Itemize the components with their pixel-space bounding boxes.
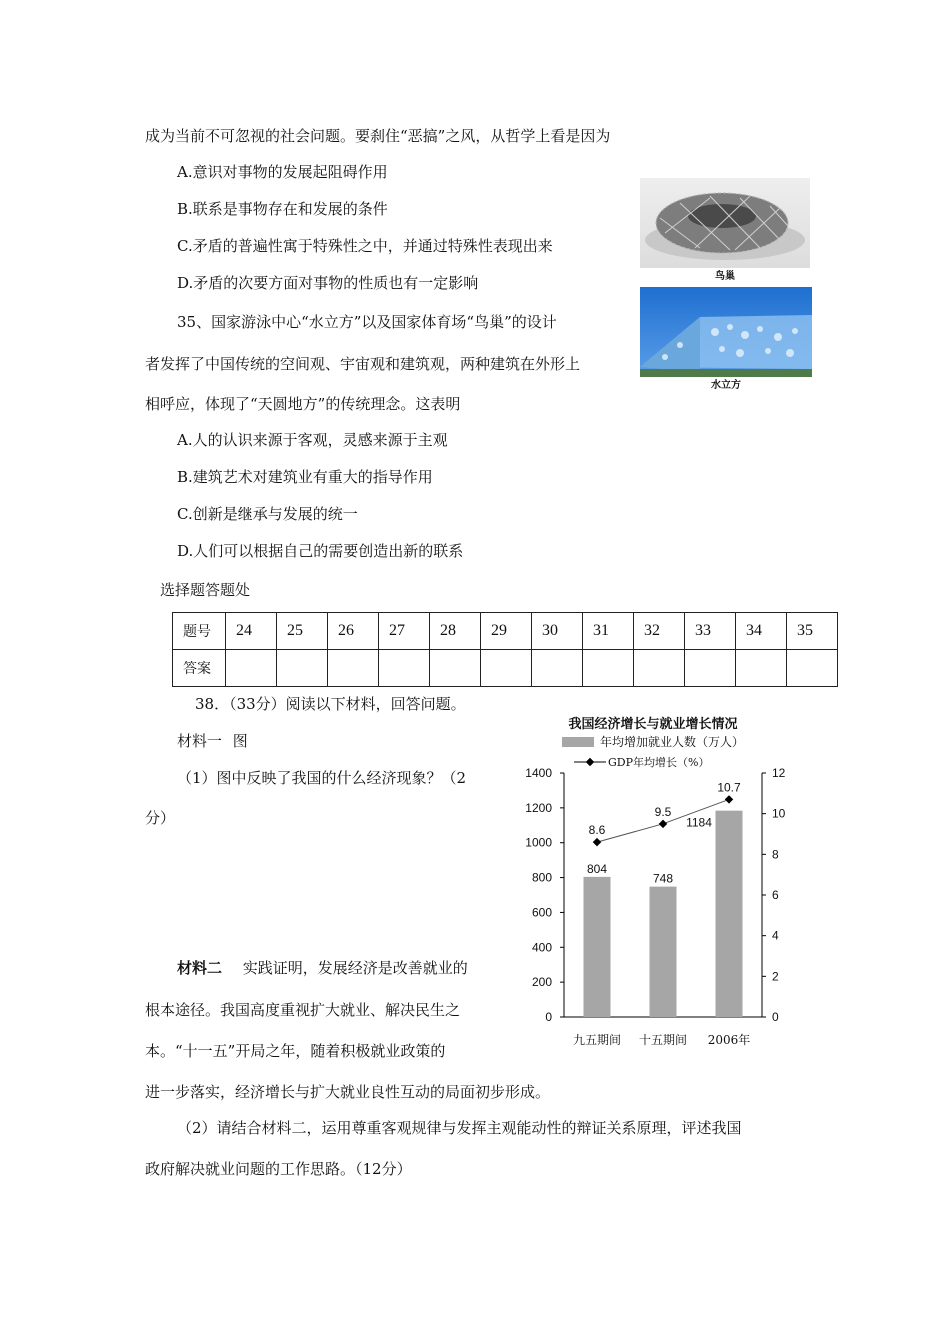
gdp-value-label: 9.5 [654,804,672,819]
bar-value-label: 804 [586,861,608,876]
q34-option-b: B.联系是事物存在和发展的条件 [177,200,388,218]
q34-option-d: D.矛盾的次要方面对事物的性质也有一定影响 [177,274,479,292]
right-axis-tick-label: 2 [772,969,779,984]
answer-cell[interactable] [685,650,736,687]
bar [584,877,611,1017]
material1-line [177,731,248,751]
right-axis-tick-label: 12 [772,766,786,780]
material2-line3: 本。“十一五”开局之年，随着积极就业政策的 [145,1042,446,1060]
left-axis-tick-label: 1200 [525,800,552,815]
chart-title: 我国经济增长与就业增长情况 [568,717,738,732]
question-number-cell: 35 [787,613,838,650]
q38-intro: 38．（33分）阅读以下材料，回答问题。 [195,695,466,713]
gdp-point [593,838,601,846]
answer-cell[interactable] [787,650,838,687]
bird-nest-photo [640,178,810,286]
answer-table-number-row [173,613,838,650]
q35-stem-line2: 者发挥了中国传统的空间观、宇宙观和建筑观，两种建筑在外形上 [145,355,581,373]
q1-line2: 分） [145,809,176,827]
material1-label: 材料一 [177,732,223,750]
q35-option-a: A.人的认识来源于客观，灵感来源于主观 [177,431,448,449]
right-axis-tick-label: 6 [772,888,779,902]
answer-cell[interactable] [634,650,685,687]
question-number-cell: 34 [736,613,787,650]
q34-option-c: C.矛盾的普遍性寓于特殊性之中，并通过特殊性表现出来 [177,237,553,255]
q35-option-d: D.人们可以根据自己的需要创造出新的联系 [177,542,464,560]
q2-line1: （2）请结合材料二，运用尊重客观规律与发挥主观能动性的辩证关系原理，评述我国 [177,1119,742,1137]
question-number-cell: 25 [277,613,328,650]
answer-cell[interactable] [736,650,787,687]
left-axis-tick-label: 800 [531,870,552,885]
answer-cell[interactable] [379,650,430,687]
question-number-cell: 31 [583,613,634,650]
bar-value-label: 748 [652,871,674,886]
q35-stem-line1: 35、国家游泳中心“水立方”以及国家体育场“鸟巢”的设计 [177,313,557,331]
x-category-label: 十五期间 [638,1033,688,1047]
left-axis-tick-label: 400 [531,940,552,955]
question-number-cell: 26 [328,613,379,650]
question-number-cell: 24 [226,613,277,650]
number-header-cell: 题号 [173,613,226,650]
gdp-value-label: 10.7 [717,780,741,795]
q35-option-b: B.建筑艺术对建筑业有重大的指导作用 [177,468,433,486]
material2-line1 [177,958,468,978]
q34-option-a: A.意识对事物的发展起阻碍作用 [177,163,388,181]
left-axis-tick-label: 1000 [525,835,552,850]
answer-table [172,612,838,687]
legend-line-marker [586,758,594,766]
question-number-cell: 29 [481,613,532,650]
bird-nest-caption: 鸟巢 [640,268,810,286]
right-axis-tick-label: 8 [772,847,779,862]
q35-stem-line3: 相呼应，体现了“天圆地方”的传统理念。这表明 [145,395,461,413]
gdp-point [725,795,733,803]
gdp-point [659,820,667,828]
right-axis-tick-label: 4 [772,928,779,943]
answer-cell[interactable] [481,650,532,687]
answer-table-answer-row [173,650,838,687]
chart-plot-area [525,766,785,1047]
bar-value-label: 1184 [686,815,712,830]
right-axis-tick-label: 10 [772,806,786,821]
legend-bar-label: 年均增加就业人数（万人） [600,735,745,749]
answer-header-cell: 答案 [173,650,226,687]
material2-label: 材料二 [177,959,223,977]
q2-line2: 政府解决就业问题的工作思路。（12分） [145,1160,412,1178]
q35-option-c: C.创新是继承与发展的统一 [177,505,358,523]
question-number-cell: 30 [532,613,583,650]
x-category-label: 2006年 [707,1033,751,1047]
material2-line4: 进一步落实，经济增长与扩大就业良性互动的局面初步形成。 [145,1083,551,1101]
answer-cell[interactable] [226,650,277,687]
q34-stem-tail: 成为当前不可忽视的社会问题。要刹住“恶搞”之风，从哲学上看是因为 [145,127,611,145]
bar [716,811,743,1017]
water-cube-caption: 水立方 [640,377,812,395]
material1-text: 图 [232,732,248,750]
material2-line2: 根本途径。我国高度重视扩大就业、解决民生之 [145,1001,461,1019]
material2-text-1: 实践证明，发展经济是改善就业的 [242,959,468,977]
x-category-label: 九五期间 [572,1033,622,1047]
water-cube-photo [640,287,812,395]
answer-cell[interactable] [583,650,634,687]
question-number-cell: 33 [685,613,736,650]
right-axis-tick-label: 0 [772,1010,779,1024]
answer-section-title: 选择题答题处 [160,581,251,599]
answer-cell[interactable] [430,650,481,687]
economy-employment-chart [510,708,810,1058]
left-axis-tick-label: 0 [545,1010,552,1024]
answer-cell[interactable] [328,650,379,687]
question-number-cell: 28 [430,613,481,650]
water-cube-illustration [640,287,812,377]
answer-cell[interactable] [277,650,328,687]
left-axis-tick-label: 600 [531,905,552,920]
answer-cell[interactable] [532,650,583,687]
question-number-cell: 27 [379,613,430,650]
q1-line1: （1）图中反映了我国的什么经济现象？（2 [177,769,467,787]
gdp-value-label: 8.6 [588,823,606,838]
legend-line-label: GDP年均增长（%） [608,756,710,769]
question-number-cell: 32 [634,613,685,650]
legend-bar-swatch [562,737,594,747]
bird-nest-illustration [640,178,810,268]
bar [650,887,677,1017]
left-axis-tick-label: 1400 [525,766,552,780]
left-axis-tick-label: 200 [531,975,552,990]
